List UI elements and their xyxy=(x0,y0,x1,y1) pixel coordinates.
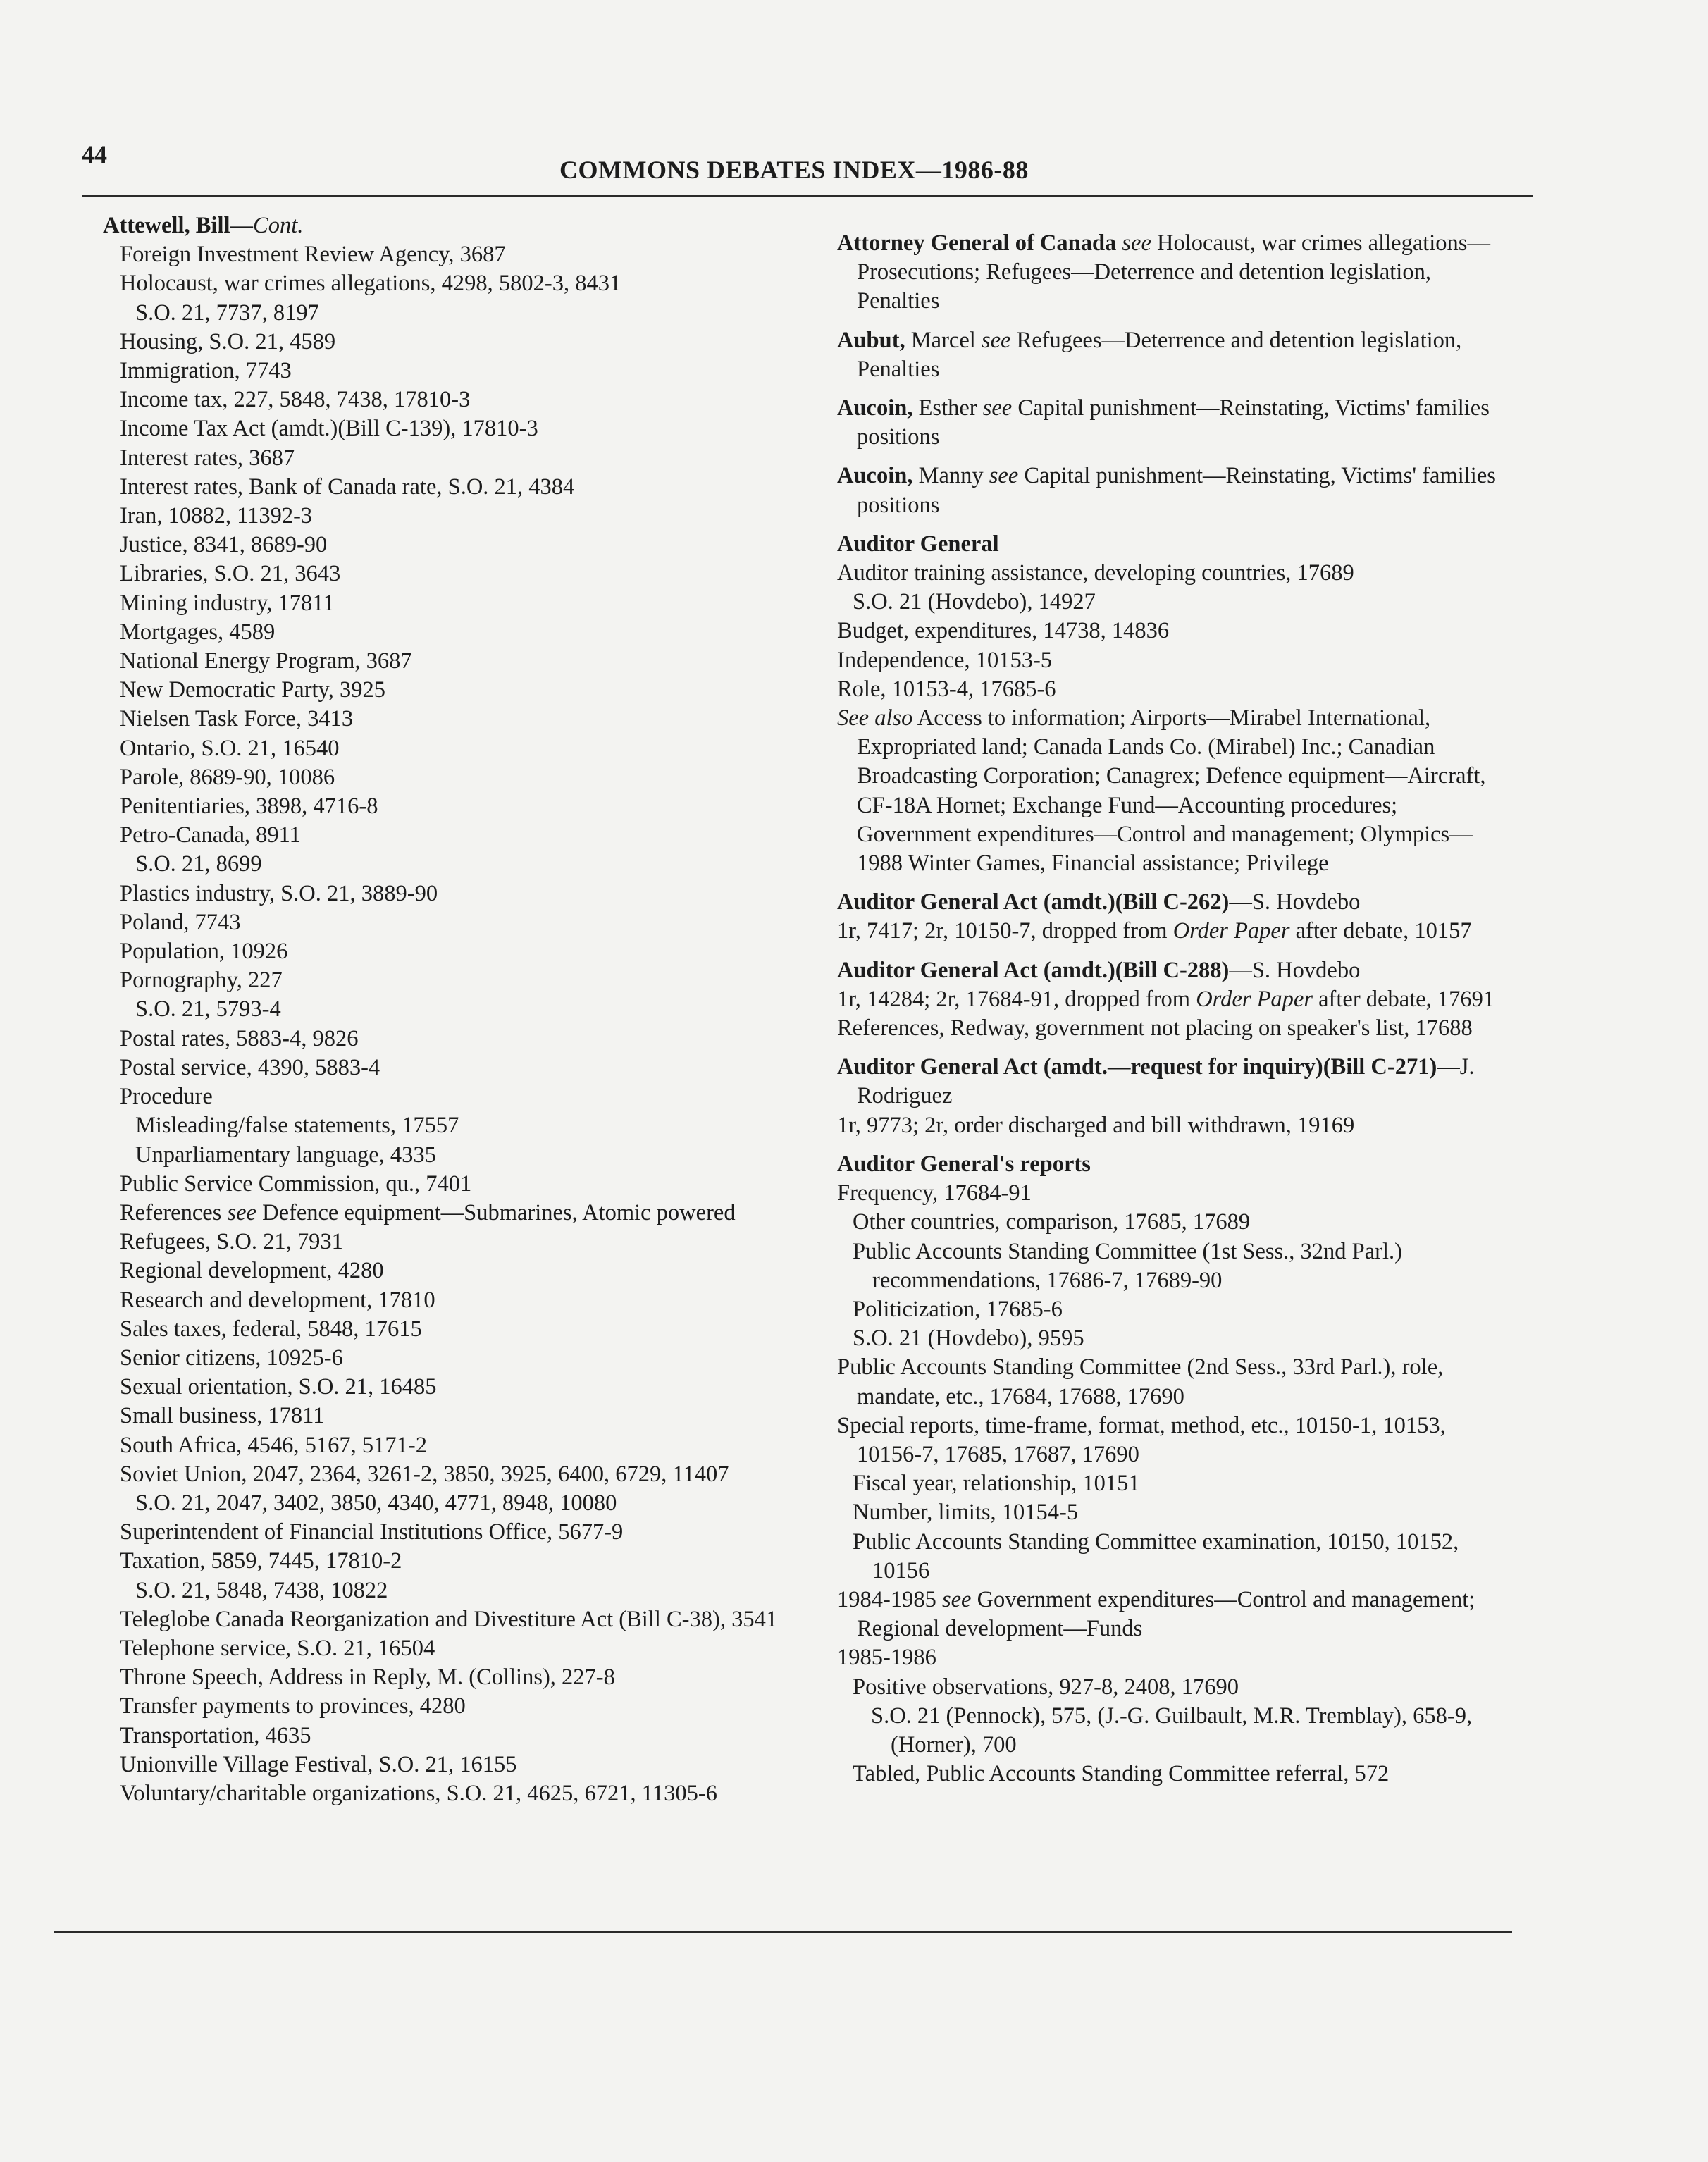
entry-heading xyxy=(817,229,1515,316)
index-subentry xyxy=(83,995,788,1024)
subentry-text: References, Redway, government not placing on speaker's list, 17688 xyxy=(837,1015,1473,1042)
index-subentry xyxy=(83,821,788,850)
subentry-text: Frequency, 17684-91 xyxy=(837,1180,1032,1206)
index-subentry xyxy=(83,444,788,473)
subentry-text: Public Accounts Standing Committee examination, 10150, 10152, 10156 xyxy=(853,1528,1459,1583)
heading-sponsor: —J. Rodriguez xyxy=(857,1054,1475,1109)
index-subentry xyxy=(83,1199,788,1228)
subentry-text: 1985-1986 xyxy=(837,1645,936,1671)
index-subentry xyxy=(817,646,1515,675)
index-subentry xyxy=(817,1469,1515,1498)
see-reference-label: see xyxy=(981,327,1011,353)
index-subentry xyxy=(817,1295,1515,1324)
subentry-text: Petro-Canada, 8911 xyxy=(120,822,301,848)
index-subentry xyxy=(817,1702,1515,1760)
index-subentry xyxy=(83,473,788,502)
index-subentry xyxy=(83,1228,788,1256)
index-subentry xyxy=(817,588,1515,617)
index-subentry xyxy=(83,1344,788,1373)
heading-term: Aucoin, xyxy=(837,395,913,421)
entry-heading xyxy=(817,956,1515,985)
index-subentry xyxy=(817,1208,1515,1237)
index-entry xyxy=(817,888,1515,946)
index-subentry xyxy=(83,1025,788,1054)
subentry-text: Research and development, 17810 xyxy=(120,1287,435,1313)
subentry-text: Soviet Union, 2047, 2364, 3261-2, 3850, 3925, 6400, 6729, 11407 xyxy=(120,1461,729,1487)
index-entry xyxy=(817,530,1515,878)
subentry-text: Penitentiaries, 3898, 4716-8 xyxy=(120,793,378,820)
index-subentry xyxy=(83,1431,788,1460)
index-subentry xyxy=(83,676,788,705)
subentry-text: 1r, 14284; 2r, 17684-91, dropped from xyxy=(837,986,1196,1012)
subentry-text: S.O. 21 (Hovdebo), 9595 xyxy=(853,1326,1084,1352)
index-subentry xyxy=(83,618,788,647)
index-subentry xyxy=(817,675,1515,704)
subentry-text: Voluntary/charitable organizations, S.O. 21, 4625, 6721, 11305-6 xyxy=(120,1780,717,1806)
subentry-text: Sexual orientation, S.O. 21, 16485 xyxy=(120,1374,437,1400)
index-subentry xyxy=(83,1692,788,1721)
index-subentry xyxy=(83,734,788,763)
left-column xyxy=(83,211,788,1808)
index-subentry xyxy=(83,1750,788,1779)
subentry-text: Teleglobe Canada Reorganization and Divestiture Act (Bill C-38), 3541 xyxy=(120,1606,778,1632)
subentry-text: Independence, 10153-5 xyxy=(837,647,1053,673)
page-header xyxy=(82,140,1533,182)
index-subentry xyxy=(83,647,788,676)
heading-term: Auditor General Act (amdt.)(Bill C-288) xyxy=(837,957,1230,983)
subentry-text: S.O. 21, 5793-4 xyxy=(135,996,281,1023)
footer-rule xyxy=(54,1931,1512,1933)
index-entry xyxy=(817,326,1515,384)
index-subentry xyxy=(817,1237,1515,1295)
subentry-text: Refugees, S.O. 21, 7931 xyxy=(120,1229,343,1255)
index-subentry xyxy=(817,917,1515,946)
entry-heading xyxy=(817,1150,1515,1179)
see-reference-text: Capital punishment—Reinstating, Victims' families positions xyxy=(857,395,1490,450)
index-subentry xyxy=(83,240,788,269)
index-subentry xyxy=(817,1014,1515,1043)
index-subentry xyxy=(817,1324,1515,1353)
subentry-text: Taxation, 5859, 7445, 17810-2 xyxy=(120,1548,402,1574)
subentry-text: S.O. 21, 2047, 3402, 3850, 4340, 4771, 8948, 10080 xyxy=(135,1490,617,1516)
index-subentry xyxy=(83,1722,788,1750)
subentry-text: Role, 10153-4, 17685-6 xyxy=(837,676,1056,702)
heading-term: Attorney General of Canada xyxy=(837,230,1117,256)
index-subentry xyxy=(817,1353,1515,1411)
index-subentry xyxy=(817,1643,1515,1672)
subentry-text: S.O. 21 (Hovdebo), 14927 xyxy=(853,589,1096,615)
subentry-text: Telephone service, S.O. 21, 16504 xyxy=(120,1635,435,1661)
subentry-text: Defence equipment—Submarines, Atomic powered xyxy=(256,1199,736,1225)
index-subentry xyxy=(817,1179,1515,1208)
see-reference-label: see xyxy=(1122,230,1151,256)
subentry-text: Senior citizens, 10925-6 xyxy=(120,1345,343,1371)
heading-term: Aucoin, xyxy=(837,463,913,489)
subentry-text: Number, limits, 10154-5 xyxy=(853,1500,1079,1526)
see-reference-text: Capital punishment—Reinstating, Victims' families positions xyxy=(857,463,1496,518)
index-subentry xyxy=(83,1634,788,1663)
index-subentry xyxy=(817,1111,1515,1140)
index-subentry xyxy=(817,559,1515,588)
subentry-text: Income tax, 227, 5848, 7438, 17810-3 xyxy=(120,387,471,413)
subentry-text: Parole, 8689-90, 10086 xyxy=(120,764,335,790)
index-subentry xyxy=(83,299,788,328)
index-subentry xyxy=(83,1170,788,1199)
subentry-text: Tabled, Public Accounts Standing Committee referral, 572 xyxy=(853,1761,1390,1787)
subentry-text: Regional development, 4280 xyxy=(120,1258,384,1284)
heading-term: Auditor General Act (amdt.)(Bill C-262) xyxy=(837,889,1230,915)
subentry-text: Plastics industry, S.O. 21, 3889-90 xyxy=(120,880,438,906)
subentry-text: Small business, 17811 xyxy=(120,1403,325,1429)
heading-sponsor: —S. Hovdebo xyxy=(1229,889,1361,915)
subentry-text: Housing, S.O. 21, 4589 xyxy=(120,328,336,354)
index-subentry xyxy=(83,589,788,618)
index-subentry xyxy=(83,531,788,560)
subentry-text: Mining industry, 17811 xyxy=(120,590,335,616)
index-subentry xyxy=(83,269,788,298)
see-reference-label: see xyxy=(989,463,1019,489)
index-subentry xyxy=(83,792,788,821)
subentry-text: Fiscal year, relationship, 10151 xyxy=(853,1471,1140,1497)
subentry-text: 1r, 9773; 2r, order discharged and bill withdrawn, 19169 xyxy=(837,1112,1355,1138)
heading-term: Auditor General's reports xyxy=(837,1151,1091,1177)
heading-cont-label: Cont. xyxy=(253,213,304,238)
subentry-text: Population, 10926 xyxy=(120,939,288,965)
subentry-text: Sales taxes, federal, 5848, 17615 xyxy=(120,1316,422,1342)
index-subentry xyxy=(83,1663,788,1692)
index-subentry xyxy=(83,850,788,879)
subentry-text: Pornography, 227 xyxy=(120,968,283,994)
subentry-text: Transfer payments to provinces, 4280 xyxy=(120,1693,466,1719)
subentry-italic: Order Paper xyxy=(1172,918,1290,944)
subentry-text: Immigration, 7743 xyxy=(120,358,292,384)
subentry-text: Other countries, comparison, 17685, 17689 xyxy=(853,1209,1251,1235)
subentry-text: Procedure xyxy=(120,1084,213,1110)
index-subentry xyxy=(83,1054,788,1082)
index-subentry xyxy=(817,704,1515,878)
index-subentry xyxy=(83,1286,788,1315)
entry-heading xyxy=(83,211,788,240)
subentry-text: Foreign Investment Review Agency, 3687 xyxy=(120,242,506,268)
index-subentry xyxy=(83,1402,788,1431)
subentry-text: Poland, 7743 xyxy=(120,909,241,935)
entry-heading xyxy=(817,462,1515,519)
index-subentry xyxy=(817,1760,1515,1789)
subentry-text: after debate, 17691 xyxy=(1313,986,1495,1012)
index-subentry xyxy=(83,1141,788,1170)
subentry-italic: Order Paper xyxy=(1196,986,1313,1012)
index-subentry xyxy=(83,1111,788,1140)
subentry-text: Postal rates, 5883-4, 9826 xyxy=(120,1025,359,1051)
index-subentry xyxy=(817,1498,1515,1527)
index-entry xyxy=(817,462,1515,519)
subentry-text: Politicization, 17685-6 xyxy=(853,1296,1063,1322)
subentry-text: Misleading/false statements, 17557 xyxy=(135,1113,459,1139)
subentry-italic: see xyxy=(941,1586,972,1612)
subentry-text: S.O. 21 (Pennock), 575, (J.-G. Guilbault, M.R. Tremblay), 658-9, (Horner), 700 xyxy=(871,1703,1473,1758)
index-subentry xyxy=(817,1586,1515,1643)
subentry-text: National Energy Program, 3687 xyxy=(120,648,412,674)
subentry-text: Public Service Commission, qu., 7401 xyxy=(120,1170,472,1197)
right-column xyxy=(817,229,1515,1789)
subentry-text: Budget, expenditures, 14738, 14836 xyxy=(837,618,1170,644)
subentry-text: Interest rates, 3687 xyxy=(120,445,295,471)
subentry-text: South Africa, 4546, 5167, 5171-2 xyxy=(120,1432,428,1458)
index-subentry xyxy=(817,617,1515,645)
subentry-text: 1r, 7417; 2r, 10150-7, dropped from xyxy=(837,918,1173,944)
subentry-text: Superintendent of Financial Institutions Office, 5677-9 xyxy=(120,1519,624,1545)
subentry-italic: see xyxy=(227,1199,256,1225)
index-subentry xyxy=(83,1082,788,1111)
heading-term: Aubut, xyxy=(837,327,905,353)
index-subentry xyxy=(83,1315,788,1344)
subentry-text: Public Accounts Standing Committee (2nd Sess., 33rd Parl.), role, mandate, etc., 17684, 17688, 17690 xyxy=(837,1354,1444,1409)
subentry-text: Nielsen Task Force, 3413 xyxy=(120,706,354,732)
entry-heading xyxy=(817,888,1515,917)
entry-heading xyxy=(817,530,1515,559)
index-subentry xyxy=(83,1576,788,1605)
index-entry xyxy=(817,1150,1515,1789)
subentry-text: S.O. 21, 7737, 8197 xyxy=(135,299,319,326)
running-title: COMMONS DEBATES INDEX—1986-88 xyxy=(559,156,1029,184)
heading-term: Auditor General Act (amdt.—request for inquiry)(Bill C-271) xyxy=(837,1054,1437,1080)
subentry-text: Unparliamentary language, 4335 xyxy=(135,1142,436,1168)
index-subentry xyxy=(83,908,788,937)
subentry-text: New Democratic Party, 3925 xyxy=(120,677,385,703)
index-subentry xyxy=(83,763,788,792)
see-reference-label: see xyxy=(982,395,1013,421)
subentry-text: References xyxy=(120,1199,228,1225)
heading-sponsor: —S. Hovdebo xyxy=(1229,957,1361,983)
index-subentry xyxy=(817,1528,1515,1586)
entry-heading xyxy=(817,1053,1515,1111)
subentry-text: Interest rates, Bank of Canada rate, S.O. 21, 4384 xyxy=(120,474,575,500)
heading-name: Attewell, Bill xyxy=(103,213,230,238)
index-entry xyxy=(817,229,1515,316)
subentry-text: 1984-1985 xyxy=(837,1586,942,1612)
subentry-text: Unionville Village Festival, S.O. 21, 16155 xyxy=(120,1751,517,1777)
index-entry xyxy=(817,394,1515,452)
subentry-text: Income Tax Act (amdt.)(Bill C-139), 17810-3 xyxy=(120,416,538,442)
header-rule xyxy=(82,195,1533,197)
subentry-text: Iran, 10882, 11392-3 xyxy=(120,503,313,529)
subentry-text: Public Accounts Standing Committee (1st Sess., 32nd Parl.) recommendations, 17686-7, 17689-90 xyxy=(853,1238,1402,1293)
subentry-text: Access to information; Airports—Mirabel International, Expropriated land; Canada Lands Co. (Mirabel) Inc.; Canadian Broadcasting Corporation; Canagrex; Defence equipment—Aircraft, CF-18A Hornet; Exchange Fund—Accounting procedures; Government expenditures—Control and management; Olympics—1988 Winter Games, Financial assistance; Privilege xyxy=(857,705,1486,877)
heading-given-name: Manny xyxy=(912,463,989,489)
index-subentry xyxy=(83,1373,788,1402)
subentry-text: Libraries, S.O. 21, 3643 xyxy=(120,561,341,587)
entry-heading xyxy=(817,394,1515,452)
subentry-text: Auditor training assistance, developing countries, 17689 xyxy=(837,560,1354,586)
subentry-text: Positive observations, 927-8, 2408, 17690 xyxy=(853,1674,1239,1700)
index-subentry xyxy=(83,705,788,734)
heading-cont-dash: — xyxy=(230,213,254,238)
index-subentry xyxy=(83,1256,788,1285)
index-subentry xyxy=(817,1673,1515,1702)
subentry-text: Ontario, S.O. 21, 16540 xyxy=(120,735,340,761)
subentry-text: Postal service, 4390, 5883-4 xyxy=(120,1054,380,1080)
heading-given-name: Marcel xyxy=(905,327,982,353)
index-subentry xyxy=(83,1779,788,1808)
index-subentry xyxy=(83,385,788,414)
subentry-text: Special reports, time-frame, format, method, etc., 10150-1, 10153, 10156-7, 17685, 17687, 17690 xyxy=(837,1412,1446,1467)
subentry-text: Throne Speech, Address in Reply, M. (Collins), 227-8 xyxy=(120,1664,615,1691)
subentry-text: S.O. 21, 5848, 7438, 10822 xyxy=(135,1577,388,1603)
index-entry xyxy=(817,956,1515,1044)
subentry-text: S.O. 21, 8699 xyxy=(135,851,262,877)
index-subentry xyxy=(83,1489,788,1518)
index-subentry xyxy=(83,328,788,357)
index-subentry xyxy=(83,1518,788,1547)
index-subentry xyxy=(83,502,788,531)
subentry-text: Government expenditures—Control and management; Regional development—Funds xyxy=(857,1586,1475,1642)
index-subentry xyxy=(83,560,788,588)
index-subentry xyxy=(817,1412,1515,1469)
index-subentry xyxy=(83,879,788,908)
subentry-text: Transportation, 4635 xyxy=(120,1722,311,1748)
index-subentry xyxy=(83,357,788,385)
index-subentry xyxy=(83,1460,788,1489)
entry-heading xyxy=(817,326,1515,384)
heading-given-name: Esther xyxy=(912,395,983,421)
subentry-text: after debate, 10157 xyxy=(1289,918,1472,944)
see-reference-text: Refugees—Deterrence and detention legislation, Penalties xyxy=(857,327,1462,382)
subentry-text: Mortgages, 4589 xyxy=(120,619,276,645)
index-subentry xyxy=(83,414,788,443)
subentry-italic: See also xyxy=(837,705,913,731)
subentry-text: Holocaust, war crimes allegations, 4298, 5802-3, 8431 xyxy=(120,271,621,297)
index-subentry xyxy=(83,1547,788,1576)
index-subentry xyxy=(817,985,1515,1014)
index-subentry xyxy=(83,966,788,995)
index-subentry xyxy=(83,937,788,966)
subentry-text: Justice, 8341, 8689-90 xyxy=(120,532,328,558)
index-entry xyxy=(817,1053,1515,1140)
page-number: 44 xyxy=(82,140,107,168)
see-reference-text: Holocaust, war crimes allegations—Prosecutions; Refugees—Deterrence and detention legislation, Penalties xyxy=(857,230,1490,314)
index-subentry xyxy=(83,1605,788,1634)
heading-term: Auditor General xyxy=(837,531,999,557)
